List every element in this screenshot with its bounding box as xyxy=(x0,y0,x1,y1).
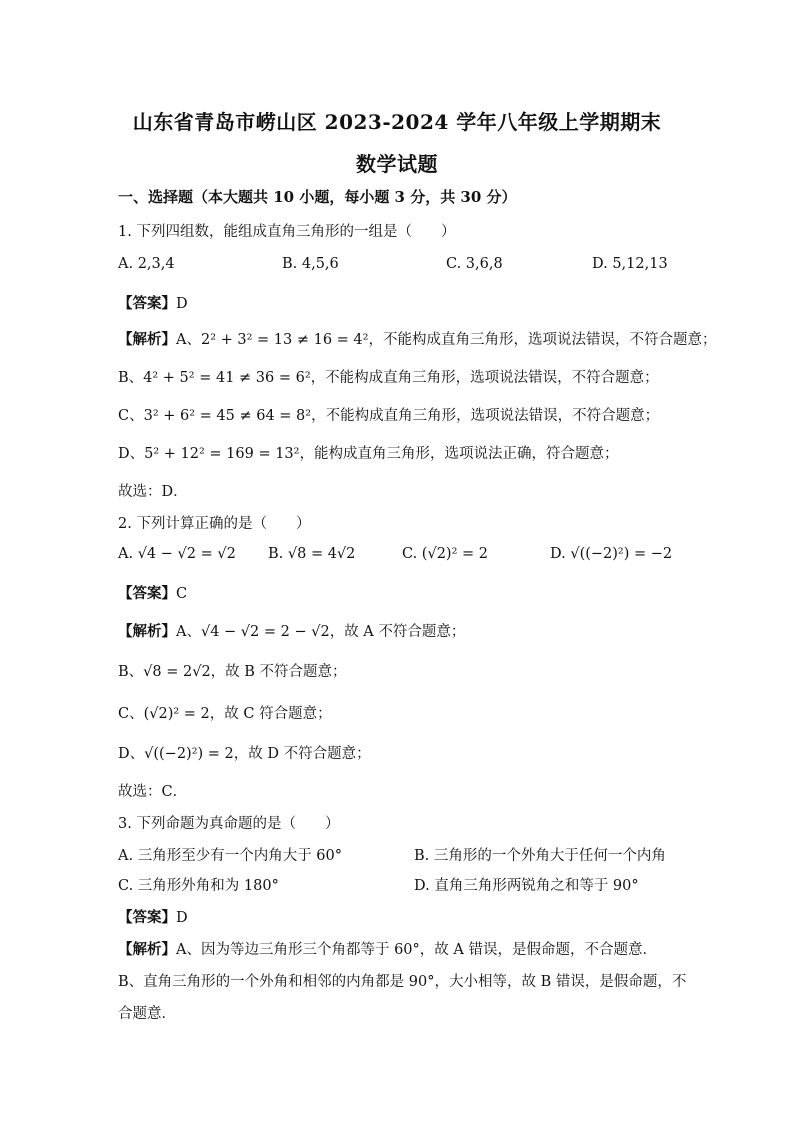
q3-option-b: B. 三角形的一个外角大于任何一个内角 xyxy=(414,848,666,864)
q3-analysis-b-cont: 合题意． xyxy=(118,1006,176,1022)
q3-option-d: D. 直角三角形两锐角之和等于 90° xyxy=(414,878,639,894)
analysis-tag: 【解析】 xyxy=(118,941,176,958)
q3-stem: 3. 下列命题为真命题的是（ ） xyxy=(118,816,340,832)
answer-value: D xyxy=(176,910,188,926)
answer-tag: 【答案】 xyxy=(118,585,176,602)
q1-analysis-d: D、5² + 12² = 169 = 13²，能构成直角三角形，选项说法正确，符合题意； xyxy=(118,446,619,462)
answer-tag: 【答案】 xyxy=(118,909,176,926)
answer-tag: 【答案】 xyxy=(118,295,176,312)
document-title: 山东省青岛市崂山区 2023-2024 学年八年级上学期期末 xyxy=(132,110,662,134)
q2-option-c: C. (√2)² = 2 xyxy=(402,546,488,562)
q1-option-c: C. 3,6,8 xyxy=(446,256,503,272)
analysis-text: A、因为等边三角形三个角都等于 60°，故 A 错误，是假命题，不合题意． xyxy=(176,942,657,958)
q3-analysis-b: B、直角三角形的一个外角和相邻的内角都是 90°，大小相等，故 B 错误，是假命题，不 xyxy=(118,974,687,990)
q1-option-d: D. 5,12,13 xyxy=(592,256,668,272)
q3-answer xyxy=(118,906,188,927)
q1-analysis-b: B、4² + 5² = 41 ≠ 36 = 6²，不能构成直角三角形，选项说法错误，不符合题意； xyxy=(118,370,659,386)
q3-analysis-a xyxy=(118,938,657,959)
q1-conclusion: 故选：D． xyxy=(118,484,188,500)
q1-stem: 1. 下列四组数，能组成直角三角形的一组是（ ） xyxy=(118,224,456,240)
q3-option-c: C. 三角形外角和为 180° xyxy=(118,878,279,894)
analysis-text: A、√4 − √2 = 2 − √2，故 A 不符合题意； xyxy=(176,624,466,640)
q2-option-b: B. √8 = 4√2 xyxy=(268,546,356,562)
q2-analysis-c: C、(√2)² = 2，故 C 符合题意； xyxy=(118,706,332,722)
q1-analysis-a xyxy=(118,328,716,349)
q2-analysis-a xyxy=(118,620,465,641)
q2-conclusion: 故选：C． xyxy=(118,784,188,800)
section-heading: 一、选择题（本大题共 10 小题，每小题 3 分，共 30 分） xyxy=(118,188,517,206)
q1-option-a: A. 2,3,4 xyxy=(118,256,175,272)
analysis-text: A、2² + 3² = 13 ≠ 16 = 4²，不能构成直角三角形，选项说法错误，不符合题意； xyxy=(176,332,717,348)
document-subtitle: 数学试题 xyxy=(356,152,438,176)
answer-value: C xyxy=(176,586,188,602)
answer-value: D xyxy=(176,296,188,312)
q1-analysis-c: C、3² + 6² = 45 ≠ 64 = 8²，不能构成直角三角形，选项说法错误，不符合题意； xyxy=(118,408,660,424)
analysis-tag: 【解析】 xyxy=(118,331,176,348)
q1-answer xyxy=(118,292,188,313)
analysis-tag: 【解析】 xyxy=(118,623,176,640)
q2-stem: 2. 下列计算正确的是（ ） xyxy=(118,516,311,532)
q2-analysis-b: B、√8 = 2√2，故 B 不符合题意； xyxy=(118,664,347,680)
q2-analysis-d: D、√((−2)²) = 2，故 D 不符合题意； xyxy=(118,746,371,762)
q3-option-a: A. 三角形至少有一个内角大于 60° xyxy=(118,848,342,864)
q1-option-b: B. 4,5,6 xyxy=(282,256,339,272)
q2-answer xyxy=(118,582,187,603)
q2-option-d: D. √((−2)²) = −2 xyxy=(550,546,673,562)
q2-option-a: A. √4 − √2 = √2 xyxy=(118,546,236,562)
